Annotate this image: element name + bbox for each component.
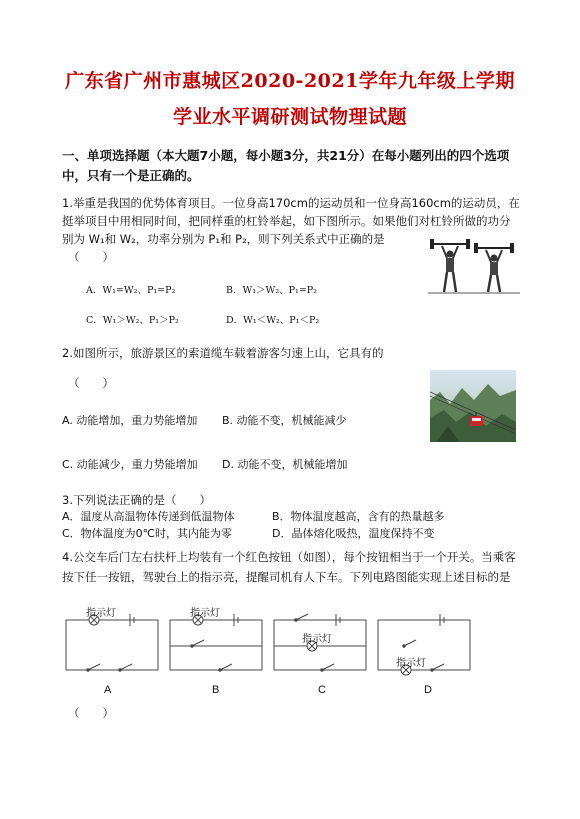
exam-title-line2: 学业水平调研测试物理试题 (172, 106, 407, 128)
cable-car-image (430, 370, 516, 442)
q1-option-a: A．W₁=W₂、P₁=P₂ (86, 285, 176, 296)
q1-option-b: B．W₁＞W₂、P₁=P₂ (226, 285, 317, 296)
circuit-diagrams (60, 598, 480, 700)
q3-option-b: B．物体温度越高，含有的热量越多 (272, 510, 445, 523)
q4-line1: 4.公交车后门左右扶杆上均装有一个红色按钮（如图），每个按钮相当于一个开关。当乘客 (62, 550, 516, 564)
q1-option-c: C．W₁＞W₂、P₁＞P₂ (86, 315, 179, 326)
indicator-label-c: 指示灯 (302, 634, 332, 645)
q2-option-a: A. 动能增加，重力势能增加 (62, 414, 198, 427)
q1-paren: （ ） (68, 250, 114, 264)
q2-option-d: D. 动能不变，机械能增加 (222, 458, 348, 471)
q4-line2: 按下任一按钮，驾驶台上的指示亮，提醒司机有人下车。下列电路图能实现上述目标的是 (62, 570, 511, 584)
q4-paren: （ ） (68, 706, 114, 720)
q2-line1: 2.如图所示，旅游景区的索道缆车载着游客匀速上山，它具有的 (62, 346, 384, 360)
q1-line1: 1.举重是我国的优势体育项目。一位身高170cm的运动员和一位身高160cm的运动员，在 (62, 196, 520, 210)
indicator-label-b: 指示灯 (190, 608, 220, 619)
section-heading: 一、单项选择题（本大题7小题，每小题3分，共21分）在每小题列出的四个选项中，只有一个是正确的。 (62, 148, 510, 183)
q1-line3: 别为 W₁和 W₂，功率分别为 P₁和 P₂，则下列关系式中正确的是 (62, 232, 385, 246)
circuit-label-c: C (318, 684, 326, 696)
q3-option-d: D．晶体熔化吸热，温度保持不变 (272, 527, 435, 540)
q1-option-d: D．W₁＜W₂、P₁＜P₂ (226, 315, 320, 326)
circuit-label-b: B (212, 684, 220, 696)
q1-line2: 挺举项目中用相同时间，把同样重的杠铃举起，如下图所示。如果他们对杠铃所做的功分 (62, 214, 511, 228)
weightlifters-image (428, 234, 520, 296)
circuit-label-a: A (104, 684, 112, 696)
indicator-label-d: 指示灯 (396, 658, 426, 669)
q3-option-c: C．物体温度为0℃时，其内能为零 (62, 527, 233, 540)
q2-paren: （ ） (68, 376, 114, 390)
exam-title-line1: 广东省广州市惠城区2020-2021学年九年级上学期 (65, 70, 515, 92)
indicator-label-a: 指示灯 (86, 608, 116, 619)
q2-option-c: C. 动能减少，重力势能增加 (62, 458, 198, 471)
q3-line1: 3.下列说法正确的是（ ） (62, 493, 211, 507)
q3-option-a: A．温度从高温物体传递到低温物体 (62, 510, 235, 523)
circuit-label-d: D (424, 684, 432, 696)
q2-option-b: B. 动能不变，机械能减少 (222, 414, 347, 427)
